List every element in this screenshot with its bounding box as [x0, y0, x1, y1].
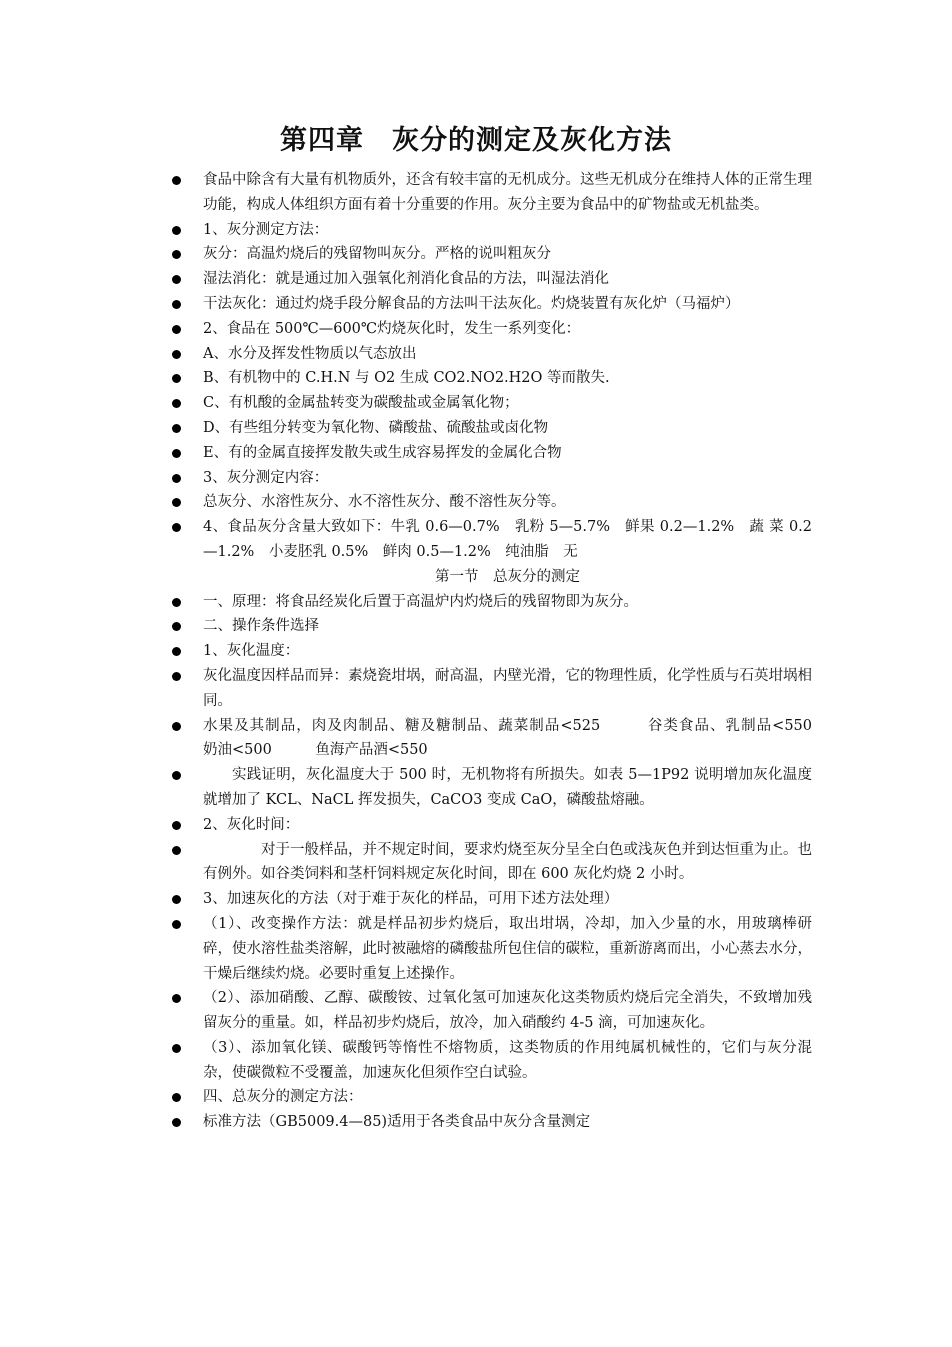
- bullet-icon: [172, 1044, 181, 1053]
- list-item: [172, 664, 812, 714]
- bullet-icon: [172, 846, 181, 855]
- list-item: [172, 1036, 812, 1086]
- bullet-icon: [172, 275, 181, 284]
- bullet-icon: [172, 474, 181, 483]
- item-text: 1、灰化温度：: [203, 643, 300, 660]
- item-text: 干法灰化：通过灼烧手段分解食品的方法叫干法灰化。灼烧装置有灰化炉（马福炉）: [203, 295, 740, 312]
- list-item: [172, 317, 812, 342]
- list-item: [172, 267, 812, 292]
- item-text: 4、食品灰分含量大致如下：牛乳 0.6—0.7% 乳粉 5—5.7% 鲜果 0.2—1.2% 蔬 菜 0.2—1.2% 小麦胚乳 0.5% 鲜肉 0.5—1.2% 纯油脂 无: [203, 519, 812, 560]
- list-item: [172, 292, 812, 317]
- list-item: [172, 714, 856, 764]
- list-item: [172, 1110, 812, 1135]
- bullet-icon: [172, 1118, 181, 1127]
- bullet-icon: [172, 598, 181, 607]
- bullet-icon: [172, 895, 181, 904]
- item-text: 3、灰分测定内容：: [203, 469, 329, 486]
- list-item: [172, 366, 812, 391]
- list-item: [172, 763, 812, 813]
- item-text: B、有机物中的 C.H.N 与 O2 生成 CO2.NO2.H2O 等而散失.: [203, 370, 610, 387]
- list-item: [172, 590, 812, 615]
- bullet-icon: [172, 1093, 181, 1102]
- bullet-icon: [172, 821, 181, 830]
- list-item: [172, 986, 812, 1036]
- bullet-icon: [172, 176, 181, 185]
- bullet-icon: [172, 350, 181, 359]
- item-text: A、水分及挥发性物质以气态放出: [203, 345, 417, 362]
- bullet-icon: [172, 399, 181, 408]
- bullet-icon: [172, 622, 181, 631]
- item-text: 二、操作条件选择: [203, 618, 319, 635]
- item-text: （1）、改变操作方法：就是样品初步灼烧后，取出坩埚，冷却，加入少量的水，用玻璃棒研碎，使水溶性盐类溶解，此时被融熔的磷酸盐所包住信的碳粒，重新游离而出，小心蒸去水分，干燥后继续灼烧。必要时重复上述操作。: [203, 915, 812, 982]
- bullet-icon: [172, 374, 181, 383]
- bullet-icon: [172, 250, 181, 259]
- bullet-icon: [172, 771, 181, 780]
- bullet-icon: [172, 994, 181, 1003]
- item-text: 3、加速灰化的方法（对于难于灰化的样品，可用下述方法处理）: [203, 891, 619, 908]
- list-item: [172, 242, 812, 267]
- bullet-icon: [172, 523, 181, 532]
- item-text: 灰分：高温灼烧后的残留物叫灰分。严格的说叫粗灰分: [203, 246, 551, 263]
- list-item: [172, 639, 812, 664]
- bullet-icon: [172, 300, 181, 309]
- item-text: 1、灰分测定方法：: [203, 221, 329, 238]
- item-text: 2、食品在 500℃—600℃灼烧灰化时，发生一系列变化：: [203, 320, 581, 337]
- item-text: 灰化温度因样品而异：素烧瓷坩埚，耐高温，内壁光滑，它的物理性质，化学性质与石英坩埚相同。: [203, 667, 812, 709]
- list-item: [172, 813, 812, 838]
- bullet-icon: [172, 722, 181, 731]
- list-item: [172, 912, 812, 986]
- content-list: [172, 168, 856, 1135]
- item-text: 对于一般样品，并不规定时间，要求灼烧至灰分呈全白色或浅灰色并到达恒重为止。也有例外。如谷类饲料和茎杆饲料规定灰化时间，即在 600 灰化灼烧 2 小时。: [203, 841, 812, 883]
- item-text: 标准方法（GB5009.4—85)适用于各类食品中灰分含量测定: [203, 1114, 591, 1131]
- bullet-icon: [172, 647, 181, 656]
- item-text: 实践证明，灰化温度大于 500 时，无机物将有所损失。如表 5—1P92 说明增加灰化温度就增加了 KCL、NaCL 挥发损失，CaCO3 变成 CaO，磷酸盐熔融。: [203, 767, 812, 808]
- chapter-title: 第四章 灰分的测定及灰化方法: [280, 125, 672, 156]
- list-item: [172, 168, 812, 218]
- list-item: [172, 1085, 812, 1110]
- section-heading: 第一节 总灰分的测定: [435, 568, 580, 585]
- list-item: [172, 416, 812, 441]
- bullet-icon: [172, 672, 181, 681]
- list-item: [172, 218, 812, 243]
- item-text: （3）、添加氧化镁、碳酸钙等惰性不熔物质，这类物质的作用纯属机械性的，它们与灰分混杂，使碳微粒不受覆盖，加速灰化但须作空白试验。: [203, 1039, 812, 1081]
- list-item: [172, 342, 812, 367]
- list-item: [172, 490, 812, 515]
- list-item: [172, 466, 812, 491]
- item-text: 四、总灰分的测定方法：: [203, 1089, 363, 1106]
- item-text: 一、原理：将食品经炭化后置于高温炉内灼烧后的残留物即为灰分。: [203, 593, 638, 610]
- bullet-icon: [172, 449, 181, 458]
- item-text: 总灰分、水溶性灰分、水不溶性灰分、酸不溶性灰分等。: [203, 494, 566, 511]
- item-text: E、有的金属直接挥发散失或生成容易挥发的金属化合物: [203, 444, 562, 461]
- item-text: C、有机酸的金属盐转变为碳酸盐或金属氧化物；: [203, 395, 519, 412]
- item-text: 2、灰化时间：: [203, 816, 300, 833]
- bullet-icon: [172, 498, 181, 507]
- list-item: [172, 391, 812, 416]
- item-text: 水果及其制品，肉及肉制品、糖及糖制品、蔬菜制品<525 谷类食品、乳制品<550 奶油<500 鱼海产品酒<550: [203, 717, 856, 759]
- list-item: [172, 515, 812, 565]
- item-text: （2）、添加硝酸、乙醇、碳酸铵、过氧化氢可加速灰化这类物质灼烧后完全消失，不致增加残留灰分的重量。如，样品初步灼烧后，放冷，加入硝酸约 4-5 滴，可加速灰化。: [203, 990, 812, 1032]
- bullet-icon: [172, 424, 181, 433]
- item-text: 食品中除含有大量有机物质外，还含有较丰富的无机成分。这些无机成分在维持人体的正常生理功能，构成人体组织方面有着十分重要的作用。灰分主要为食品中的矿物盐或无机盐类。: [203, 172, 812, 213]
- list-item: [172, 614, 812, 639]
- bullet-icon: [172, 226, 181, 235]
- list-item: [172, 887, 812, 912]
- list-item: [172, 838, 812, 888]
- bullet-icon: [172, 920, 181, 929]
- item-text: D、有些组分转变为氧化物、磷酸盐、硫酸盐或卤化物: [203, 419, 549, 436]
- bullet-icon: [172, 325, 181, 334]
- item-text: 湿法消化：就是通过加入强氧化剂消化食品的方法，叫湿法消化: [203, 271, 609, 288]
- list-item: [172, 441, 812, 466]
